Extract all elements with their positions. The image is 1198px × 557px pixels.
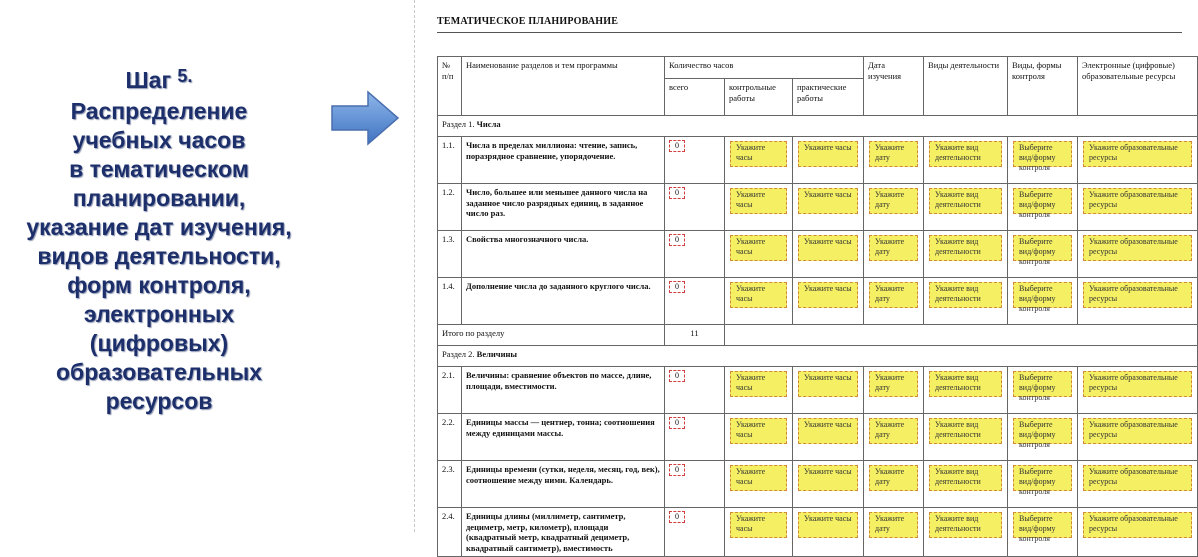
row-number: 2.1. [442,370,455,380]
study-date-field[interactable]: Укажите дату [869,141,918,167]
document-title: ТЕМАТИЧЕСКОЕ ПЛАНИРОВАНИЕ [437,16,619,27]
row-topic: Дополнение числа до заданного круглого числа. [466,281,651,291]
hours-total-field[interactable]: 0 [669,511,685,523]
step-caption-line: ресурсов [105,388,213,414]
step-caption-line: учебных часов [72,127,246,153]
right-arrow-icon [330,90,400,146]
control-form-field[interactable]: Выберите вид/форму контроля [1013,141,1072,167]
resources-field[interactable]: Укажите образовательные ресурсы [1083,141,1192,167]
step-caption-line: указание дат изучения, [26,214,292,240]
study-date-field[interactable]: Укажите дату [869,418,918,444]
table-row [438,367,1198,414]
title-divider [437,32,1182,33]
row-number: 1.4. [442,281,455,291]
practical-hours-field[interactable]: Укажите часы [798,512,858,538]
row-topic: Единицы длины (миллиметр, сантиметр, дециметр, метр, километр), площади (квадратный метр, квадратный дециметр, квадратный сантиметр), вместимость [466,511,630,553]
section-name: Числа [476,119,501,129]
step-caption-line: планировании, [72,185,246,211]
header-practical: практические работы [793,79,864,116]
section-name: Величины [476,349,518,359]
row-number: 1.3. [442,234,455,244]
resources-field[interactable]: Укажите образовательные ресурсы [1083,235,1192,261]
table-row [438,137,1198,184]
practical-hours-field[interactable]: Укажите часы [798,371,858,397]
section-total-label: Итого по разделу [442,328,505,338]
header-forms: Виды, формы контроля [1008,57,1078,116]
header-name: Наименование разделов и тем программы [462,57,665,116]
step-caption-line: образовательных [55,359,263,385]
practical-hours-field[interactable]: Укажите часы [798,465,858,491]
section-row [438,116,1198,137]
header-date: Дата изучения [864,57,924,116]
header-resources: Электронные (цифровые) образовательные ресурсы [1078,57,1198,116]
resources-field[interactable]: Укажите образовательные ресурсы [1083,371,1192,397]
control-form-field[interactable]: Выберите вид/форму контроля [1013,282,1072,308]
step-label: Шаг [125,67,172,93]
control-form-field[interactable]: Выберите вид/форму контроля [1013,465,1072,491]
header-hours: Количество часов [665,57,864,79]
resources-field[interactable]: Укажите образовательные ресурсы [1083,282,1192,308]
row-number: 2.3. [442,464,455,474]
header-control: контрольные работы [725,79,793,116]
row-topic: Числа в пределах миллиона: чтение, запись, поразрядное сравнение, упорядочение. [466,140,638,161]
activity-type-field[interactable]: Укажите вид деятельности [929,141,1002,167]
practical-hours-field[interactable]: Укажите часы [798,418,858,444]
section-label: Раздел 1. [442,119,475,129]
table-row [438,278,1198,325]
control-hours-field[interactable]: Укажите часы [730,418,787,444]
row-number: 2.4. [442,511,455,521]
hours-total-field[interactable]: 0 [669,370,685,382]
table-row [438,461,1198,508]
row-topic: Единицы времени (сутки, неделя, месяц, год, век), соотношение между ними. Календарь. [466,464,660,485]
resources-field[interactable]: Укажите образовательные ресурсы [1083,465,1192,491]
activity-type-field[interactable]: Укажите вид деятельности [929,188,1002,214]
hours-total-field[interactable]: 0 [669,234,685,246]
control-hours-field[interactable]: Укажите часы [730,188,787,214]
section-label: Раздел 2. [442,349,475,359]
study-date-field[interactable]: Укажите дату [869,371,918,397]
row-topic: Единицы массы — центнер, тонна; соотношения между единицами массы. [466,417,655,438]
table-row [438,231,1198,278]
step-caption [0,66,318,416]
resources-field[interactable]: Укажите образовательные ресурсы [1083,512,1192,538]
row-topic: Число, большее или меньшее данного числа на заданное число разрядных единиц, в заданное число раз. [466,187,648,218]
control-form-field[interactable]: Выберите вид/форму контроля [1013,188,1072,214]
activity-type-field[interactable]: Укажите вид деятельности [929,512,1002,538]
row-number: 2.2. [442,417,455,427]
hours-total-field[interactable]: 0 [669,281,685,293]
step-caption-line: электронных [83,301,235,327]
document-page [414,0,1192,553]
header-total: всего [665,79,725,116]
control-form-field[interactable]: Выберите вид/форму контроля [1013,235,1072,261]
resources-field[interactable]: Укажите образовательные ресурсы [1083,188,1192,214]
control-form-field[interactable]: Выберите вид/форму контроля [1013,512,1072,538]
header-num: № п/п [438,57,462,116]
control-form-field[interactable]: Выберите вид/форму контроля [1013,371,1072,397]
step-caption-line: в тематическом [69,156,249,182]
table-row [438,184,1198,231]
table-row [438,414,1198,461]
row-topic: Величины: сравнение объектов по массе, длине, площади, вместимости. [466,370,652,391]
study-date-field[interactable]: Укажите дату [869,282,918,308]
control-hours-field[interactable]: Укажите часы [730,235,787,261]
activity-type-field[interactable]: Укажите вид деятельности [929,282,1002,308]
study-date-field[interactable]: Укажите дату [869,188,918,214]
activity-type-field[interactable]: Укажите вид деятельности [929,371,1002,397]
control-hours-field[interactable]: Укажите часы [730,282,787,308]
step-caption-line: Распределение [70,98,248,124]
hours-total-field[interactable]: 0 [669,464,685,476]
activity-type-field[interactable]: Укажите вид деятельности [929,465,1002,491]
control-hours-field[interactable]: Укажите часы [730,371,787,397]
hours-total-field[interactable]: 0 [669,417,685,429]
step-number: 5. [177,66,193,86]
table-row [438,508,1198,557]
study-date-field[interactable]: Укажите дату [869,235,918,261]
step-caption-line: видов деятельности, [37,243,281,269]
study-date-field[interactable]: Укажите дату [869,512,918,538]
study-date-field[interactable]: Укажите дату [869,465,918,491]
control-hours-field[interactable]: Укажите часы [730,465,787,491]
header-activity: Виды деятельности [924,57,1008,116]
section-total-value: 11 [690,328,699,338]
hours-total-field[interactable]: 0 [669,140,685,152]
row-number: 1.1. [442,140,455,150]
practical-hours-field[interactable]: Укажите часы [798,235,858,261]
section-row [438,346,1198,367]
row-number: 1.2. [442,187,455,197]
step-caption-line: (цифровых) [89,330,229,356]
resources-field[interactable]: Укажите образовательные ресурсы [1083,418,1192,444]
step-caption-line: форм контроля, [67,272,251,298]
control-hours-field[interactable]: Укажите часы [730,512,787,538]
activity-type-field[interactable]: Укажите вид деятельности [929,235,1002,261]
practical-hours-field[interactable]: Укажите часы [798,282,858,308]
practical-hours-field[interactable]: Укажите часы [798,188,858,214]
control-form-field[interactable]: Выберите вид/форму контроля [1013,418,1072,444]
activity-type-field[interactable]: Укажите вид деятельности [929,418,1002,444]
practical-hours-field[interactable]: Укажите часы [798,141,858,167]
section-total-row [438,325,1198,346]
planning-table [437,56,1198,557]
step-heading [0,66,318,97]
control-hours-field[interactable]: Укажите часы [730,141,787,167]
hours-total-field[interactable]: 0 [669,187,685,199]
row-topic: Свойства многозначного числа. [466,234,589,244]
